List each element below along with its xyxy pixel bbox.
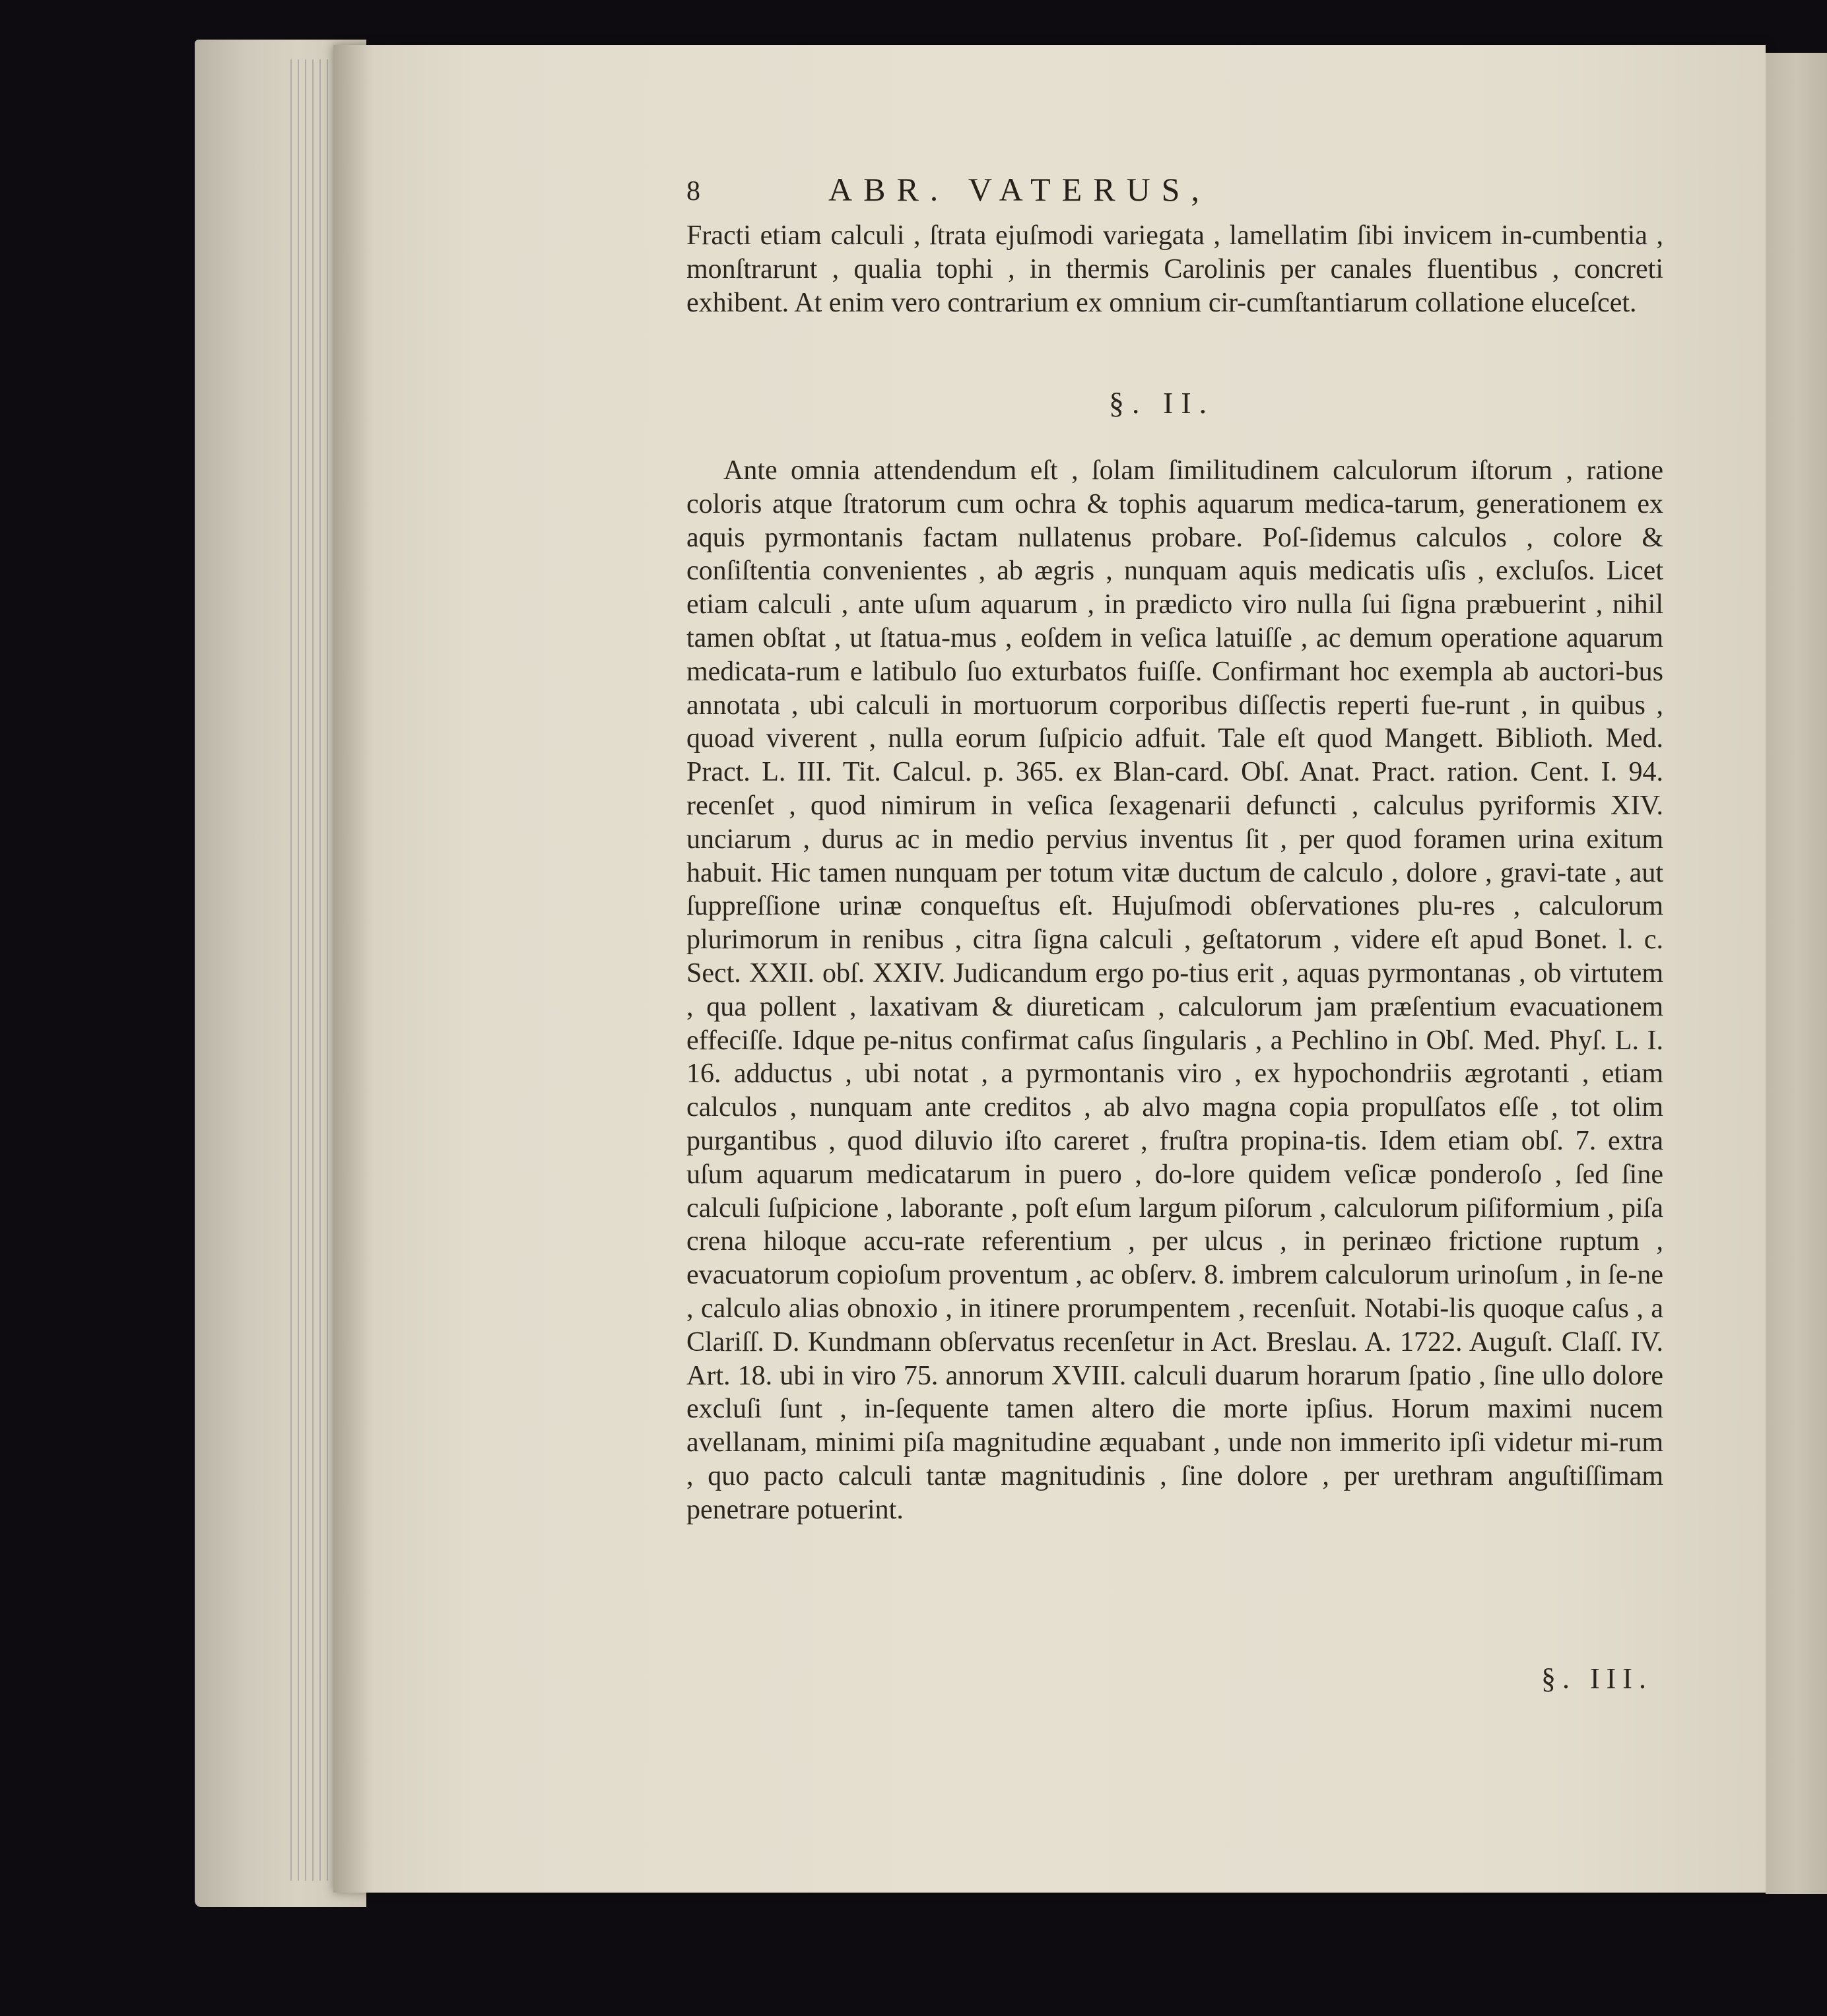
catchword: §. III. — [1541, 1662, 1653, 1695]
paragraph-intro: Fracti etiam calculi , ſtrata ejuſmodi variegata , lamellatim ſibi invicem in-cumbentia , monſtrarunt , qualia tophi , in thermis Carolinis per canales fluentibus , concreti exhibent. At enim vero contrarium ex omnium cir-cumſtantiarum collatione eluceſcet. — [686, 220, 1663, 318]
page-number: 8 — [686, 176, 700, 207]
facing-page-edge — [1766, 53, 1827, 1894]
running-title: ABR. VATERUS, — [828, 171, 1211, 208]
section-heading: §. II. — [1109, 386, 1215, 420]
paragraph-main: Ante omnia attendendum eſt , ſolam ſimilitudinem calculorum iſtorum , ratione coloris atque ſtratorum cum ochra & tophis aquarum medica-tarum, generationem ex aquis pyrmontanis factam nullatenus probare. Poſ-ſidemus calculos , colore & conſiſtentia convenientes , ab ægris , nunquam aquis medicatis uſis , excluſos. Licet etiam calculi , ante uſum aquarum , in prædicto viro nulla ſui ſigna præbuerint , nihil tamen obſtat , ut ſtatua-mus , eoſdem in veſica latuiſſe , ac demum operatione aquarum medicata-rum e latibulo ſuo exturbatos fuiſſe. Confirmant hoc exempla ab auctori-bus annotata , ubi calculi in mortuorum corporibus diſſectis reperti fue-runt , in quibus , quoad viverent , nulla eorum ſuſpicio adfuit. Tale eſt quod Mangett. Biblioth. Med. Pract. L. III. Tit. Calcul. p. 365. ex Blan-card. Obſ. Anat. Pract. ration. Cent. I. 94. recenſet , quod nimirum in veſica ſexagenarii defuncti , calculus pyriformis XIV. unciarum , durus ac in medio pervius inventus ſit , per quod foramen urina exitum habuit. Hic tamen nunquam per totum vitæ ductum de calculo , dolore , gravi-tate , aut ſuppreſſione urinæ conqueſtus eſt. Hujuſmodi obſervationes plu-res , calculorum plurimorum in renibus , citra ſigna calculi , geſtatorum , videre eſt apud Bonet. l. c. Sect. XXII. obſ. XXIV. Judicandum ergo po-tius erit , aquas pyrmontanas , ob virtutem , qua pollent , laxativam & diureticam , calculorum jam præſentium evacuationem effeciſſe. Idque pe-nitus confirmat caſus ſingularis , a Pechlino in Obſ. Med. Phyſ. L. I. 16. adductus , ubi notat , a pyrmontanis viro , ex hypochondriis ægrotanti , etiam calculos , nunquam ante creditos , ab alvo magna copia propulſatos eſſe , tot olim purgantibus , quod diluvio iſto careret , fruſtra propina-tis. Idem etiam obſ. 7. extra uſum aquarum medicatarum in puero , do-lore quidem veſicæ ponderoſo , ſed ſine calculi ſuſpicione , laborante , poſt eſum largum piſorum , calculorum piſiformium , piſa crena hiloque accu-rate referentium , per ulcus , in perinæo frictione ruptum , evacuatorum copioſum proventum , ac obſerv. 8. imbrem calculorum urinoſum , in ſe-ne , calculo alias obnoxio , in itinere prorumpentem , recenſuit. Notabi-lis quoque caſus , a Clariſſ. D. Kundmann obſervatus recenſetur in Act. Breslau. A. 1722. Auguſt. Claſſ. IV. Art. 18. ubi in viro 75. annorum XVIII. calculi duarum horarum ſpatio , ſine ullo dolore excluſi ſunt , in-ſequente tamen altero die morte ipſius. Horum maximi nucem avellanam, minimi piſa magnitudine æquabant , unde non immerito ipſi videtur mi-rum , quo pacto calculi tantæ magnitudinis , ſine dolore , per urethram anguſtiſſimam penetrare potuerint. — [686, 455, 1663, 1525]
gutter-shadow — [333, 45, 373, 1893]
page-header — [686, 170, 1677, 210]
